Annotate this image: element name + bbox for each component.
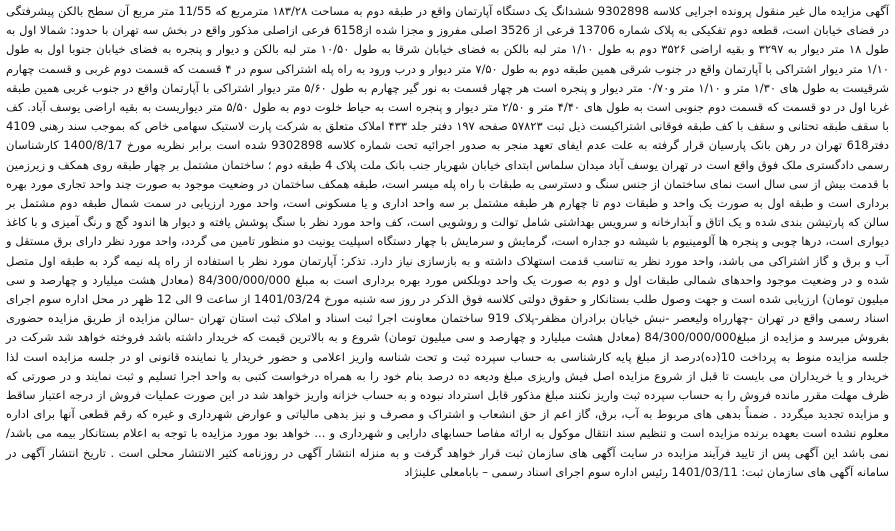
notice-body-text: آگهی مزایده مال غیر منقول پرونده اجرایی کلاسه 9302898 ششدانگ یک دستگاه آپارتمان واقع در طبقه دوم به مساحت ۱۸۳/۲۸ مترمربع که 11/55 متر مربع آن سطح بالکن پیشرفتگی در فضای خیابان است، قطعه دوم تفکیکی به پلاک شماره 13706 فرعی از 3526 اصلی مفروز و مجزا شده از6158 فرعی ازاصلی مذکور واقع در بخش سه تهران با حدود: شمالا اول به طول ۱۸ متر دیوار به ۳۲۹۷ و بقیه اراضی ۳۵۲۶ دوم به طول ۱/۱۰ متر لبه بالکن به فضای خیابان شرقا به طول ۱۰/۵۰ متر لبه بالکن و دیوار و پنجره به فضای خیابان جنوبا اول به طول ۱/۱۰ متر دیوار اشتراکی با آپارتمان واقع در جنوب شرقی همین طبقه دوم به طول ۷/۵۰ متر دیوار و درب ورود به راه پله اشتراکی سوم در ۴ قسمت که قسمت دوم غربی و قسمت چهارم شرقیست به طول های ۱/۳۰ متر و ۱/۱۰ متر و۰/۷۰ متر دیوار و پنجره است هر چهار قسمت به نور گیر چهارم به طول ۵/۶۰ متر دیوار اشتراکی با آپارتمان واقع در جنوب غربی همین طبقه غربا اول در دو قسمت که قسمت دوم جنوبی است به طول های ۴/۴۰ متر و ۲/۵۰ متر دیوار و پنجره است به حیاط خلوت دوم به طول ۵/۵۰ متر دیواریست به بقیه اراضی یوسف آباد. کف با سقف طبقه تحتانی و سقف با کف طبقه فوقانی اشتراکیست ذیل ثبت ۵۷۸۲۳ صفحه ۱۹۷ دفتر جلد ۴۳۳ املاک متعلق به شرکت پارت لاستیک سهامی خاص که بموجب سند رهنی 4109 دفتر618 تهران در رهن بانک پارسیان قرار گرفته به علت عدم ایفای تعهد منجر به صدور اجرائیه تحت شماره کلاسه 9302898 شده است برابر نظریه مورخ 1400/8/17 کارشناسان رسمی دادگستری ملک فوق واقع است در تهران یوسف آباد میدان سلماس ابتدای خیابان شهریار جنب بانک ملت پلاک 4 طبقه دوم ؛ ساختمان مشتمل بر چهار طبقه روی همکف و زیرزمین با قدمت بیش از سی سال است نمای ساختمان از جنس سنگ و دسترسی به طبقات با راه پله میسر است، طبقه همکف ساختمان در وضعیت موجود به صورت چند واحد تجاری مورد بهره برداری است و طبقه اول به صورت یک واحد و طبقات دوم تا چهارم هر طبقه مشتمل بر سه واحد اداری و یا مسکونی است، واحد مورد ارزیابی در سمت شمال طبقه دوم مشتمل بر سالن که پارتیشن بندی شده و یک اتاق و آبدارخانه و سرویس بهداشتی شامل توالت و روشویی است، کف واحد مورد نظر با سنگ پوشش یافته و دیوار ها اندود گچ و رنگ آمیزی و با کاغذ دیواری است، درها چوبی و پنجره ها آلومینیوم با شیشه دو جداره است، گرمایش و سرمایش با چهار دستگاه اسپلیت یونیت دو منظور تامین می گردد، واحد مورد نظر دارای برق مستقل و آب و برق و گاز اشتراکی می باشد، واحد مورد نظر به تناسب قدمت استهلاک داشته و به بازسازی نیاز دارد. تذکر: آپارتمان مورد نظر با استفاده از راه پله نیمه گرد به طبقه اول متصل شده و در وضعیت موجود واحدهای شمالی طبقات اول و دوم به صورت یک واحد دوبلکس مورد بهره برداری است به مبلغ 84/300/000/000 (معادل هشت میلیارد و چهارصد و سی میلیون تومان) ارزیابی شده است و جهت وصول طلب بستانکار و حقوق دولتی کلاسه فوق الذکر در روز سه شنبه مورخ 1401/03/24 از ساعت 9 الی 12 ظهر در محل اداره سوم اجرای اسناد رسمی واقع در تهران -چهارراه ولیعصر -نبش خیابان برادران مظفر-پلاک 919 ساختمان معاونت اجرا ثبت اسناد و املاک ثبت استان تهران -سالن مزایده از طریق مزایده حضوری بفروش میرسد و مزایده از مبلغ84/300/000/000 (معادل هشت میلیارد و چهارصد و سی میلیون تومان) شروع و به بالاترین قیمت که خریدار داشته باشد فروخته خواهد شد شرکت در جلسه مزایده منوط به پرداخت 10(ده)درصد از مبلغ پایه کارشناسی به حساب سپرده ثبت و تحت شناسه واریز اعلامی و حضور خریدار یا نماینده قانونی او در جلسه مزایده است لذا خریدار و یا خریداران می بایست تا قبل از شروع مزایده اصل فیش واریزی مبلغ ودیعه ده درصد بنام خود را به همراه درخواست کتبی به واحد اجرا تسلیم و ثبت نمایند و در صورتی که ظرف مهلت مقرر مانده فروش را به حساب سپرده ثبت واریز نکنند مبلغ مذکور قابل استرداد نبوده و به حساب خزانه واریز خواهد شد در این صورت عملیات فروش از درجه اعتبار ساقط و مزایده تجدید میگردد . ضمناً بدهی های مربوط به آب، برق، گاز اعم از حق انشعاب و اشتراک و مصرف و نیز بدهی مالیاتی و عوارض شهرداری و غیره که رقم قطعی آنها برای اداره معلوم نشده است بعهده برنده مزایده است و تنظیم سند انتقال موکول به ارائه مفاصا حسابهای دارایی و شهرداری و ... خواهد بود مورد مزایده با توجه به اعلام بستانکار بیمه می باشد/نمی باشد این آگهی پس از تایید فرآیند مزایده در سایت آگهی های سازمان ثبت قرار خواهد گرفت و به منزله انتشار آگهی در روزنامه کثیر الانتشار محلی است . تاریخ انتشار آگهی در سامانه آگهی های سازمان ثبت: 1401/03/11 رئیس اداره سوم اجرای اسناد رسمی – بابامعلی علینژاد [6,4,890,479]
